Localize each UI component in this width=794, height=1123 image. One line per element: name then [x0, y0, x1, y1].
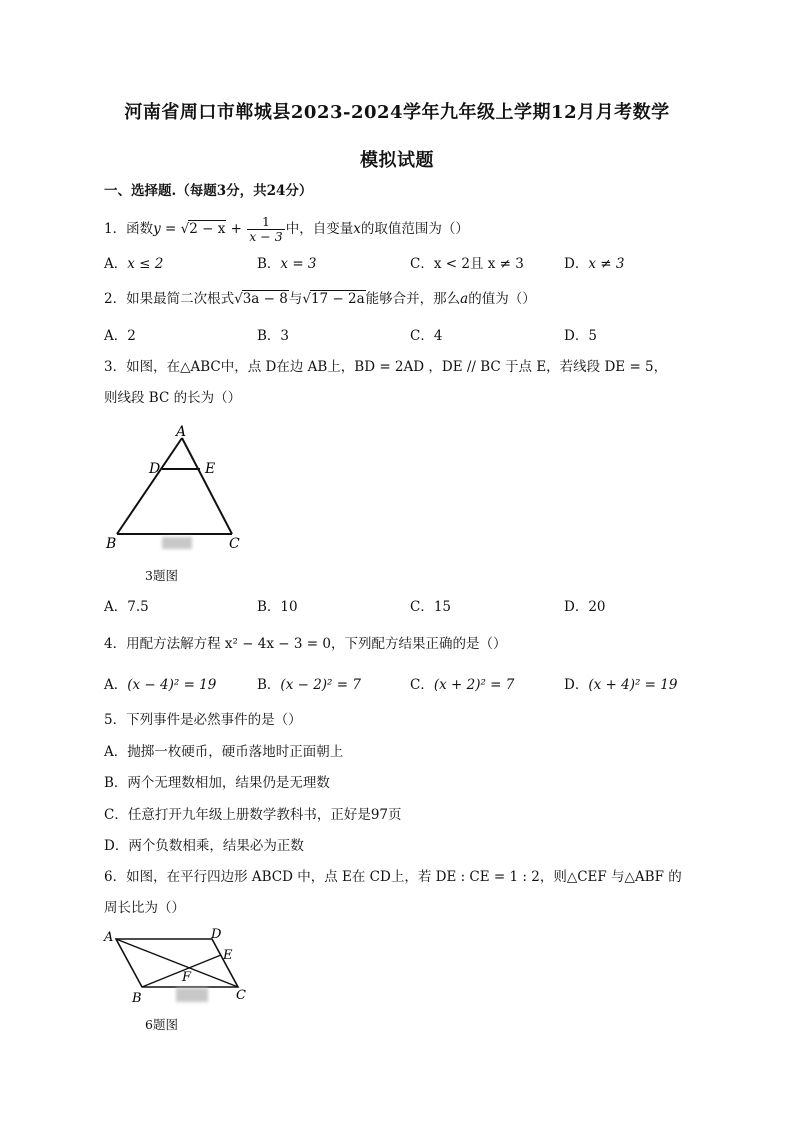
- option-text: (x + 4)² = 19: [588, 677, 678, 693]
- q1-eq: =: [160, 221, 181, 237]
- q5-option-d: [104, 837, 304, 855]
- q1-prefix: 1．函数: [104, 221, 154, 237]
- question-2: [104, 290, 536, 308]
- question-3-line1: 3．如图，在△ABC中，点 D在边 AB上，BD = 2AD ，DE // BC 于点 E，若线段 DE = 5，: [104, 359, 668, 375]
- label-b: B: [132, 991, 142, 1006]
- label-c: C: [229, 536, 240, 552]
- option-label: C．: [410, 677, 434, 693]
- q2-option-a: [104, 327, 136, 345]
- q2-suffix2: 的值为（）: [468, 291, 536, 307]
- page-subtitle: 模拟试题: [360, 150, 434, 171]
- label-c: C: [236, 988, 246, 1003]
- q2-sqrt-1: √3a − 8: [234, 291, 288, 307]
- q3-option-d: [564, 598, 606, 616]
- option-label: C．: [410, 599, 434, 615]
- option-text: 抛掷一枚硬币，硬币落地时正面朝上: [127, 744, 344, 760]
- label-f: F: [182, 970, 192, 985]
- option-label: D．: [104, 838, 129, 854]
- q2-prefix: 2．如果最简二次根式: [104, 291, 235, 307]
- option-text: 4: [433, 328, 443, 344]
- q2-mid: 与: [288, 291, 303, 307]
- q5-option-a: [104, 743, 343, 761]
- option-label: B．: [104, 775, 128, 791]
- q1-sqrt: √2 − x: [180, 221, 226, 237]
- option-text: 任意打开九年级上册数学教科书，正好是97页: [127, 807, 402, 823]
- q2-option-d: [564, 327, 597, 345]
- option-label: B．: [257, 256, 281, 272]
- section-heading: 一、选择题.（每题3分，共24分）: [104, 183, 313, 199]
- edge-ac: [182, 438, 232, 534]
- option-text: x ≠ 3: [588, 256, 625, 272]
- option-text: 7.5: [127, 599, 149, 615]
- q1-option-a: [104, 255, 163, 273]
- option-text: 3: [280, 328, 290, 344]
- option-label: A．: [104, 744, 128, 760]
- option-text: (x − 2)² = 7: [280, 677, 361, 693]
- option-text: 15: [433, 599, 452, 615]
- option-label: A．: [104, 256, 128, 272]
- q1-y: y: [153, 221, 161, 237]
- option-label: D．: [564, 677, 589, 693]
- q3-option-b: [257, 598, 298, 616]
- q1-option-c: [410, 255, 524, 273]
- q1-option-d: [564, 255, 624, 273]
- q1-suffix: 中，自变量: [285, 221, 354, 237]
- q3-caption: 3题图: [145, 568, 178, 583]
- option-label: B．: [257, 677, 281, 693]
- label-d: D: [211, 927, 222, 942]
- q2-suffix: 能够合并，那么: [365, 291, 461, 307]
- option-label: D．: [564, 599, 589, 615]
- q4-option-a: [104, 676, 216, 694]
- q2-radicand-1: 3a − 8: [242, 291, 288, 307]
- option-label: D．: [564, 328, 589, 344]
- q1-var: x: [353, 221, 361, 237]
- question-3-line2: 则线段 BC 的长为（）: [104, 390, 242, 406]
- edge-ab: [117, 438, 182, 534]
- q4-option-d: [564, 676, 677, 694]
- q5-option-b: [104, 774, 330, 792]
- question-6-line1: 6．如图，在平行四边形 ABCD 中，点 E在 CD上，若 DE : CE = 1 : 2，则△CEF 与△ABF 的: [104, 869, 682, 885]
- option-text: (x − 4)² = 19: [127, 677, 217, 693]
- option-text: 20: [588, 599, 606, 615]
- page-title: 河南省周口市郸城县2023-2024学年九年级上学期12月月考数学: [124, 102, 670, 123]
- q6-caption: 6题图: [145, 1017, 178, 1032]
- option-text: 10: [280, 599, 298, 615]
- q1-option-b: [257, 255, 317, 273]
- watermark-blur: [162, 537, 192, 549]
- option-text: (x + 2)² = 7: [433, 677, 515, 693]
- option-label: C．: [410, 256, 434, 272]
- q2-option-c: [410, 327, 442, 345]
- q3-option-a: [104, 598, 149, 616]
- q2-sqrt-2: √17 − 2a: [302, 291, 365, 307]
- option-label: B．: [257, 599, 281, 615]
- question-4: 4．用配方法解方程 x² − 4x − 3 = 0，下列配方结果正确的是（）: [104, 636, 507, 652]
- q2-option-b: [257, 327, 289, 345]
- option-label: A．: [104, 599, 128, 615]
- watermark-blur: [176, 988, 208, 1002]
- q1-plus: +: [226, 221, 247, 237]
- option-text: 5: [588, 328, 597, 344]
- option-label: A．: [104, 677, 128, 693]
- option-label: C．: [410, 328, 434, 344]
- q2-var: a: [460, 291, 469, 307]
- option-text: x ≤ 2: [127, 256, 164, 272]
- label-a: A: [104, 930, 114, 945]
- label-e: E: [205, 461, 216, 477]
- option-label: C．: [104, 807, 128, 823]
- label-a: A: [176, 424, 187, 440]
- label-d: D: [149, 461, 161, 477]
- option-text: x = 3: [280, 256, 317, 272]
- diagonal-ac: [116, 939, 238, 987]
- option-text: 两个无理数相加，结果仍是无理数: [127, 775, 330, 791]
- option-text: 2: [127, 328, 136, 344]
- q1-fraction: [247, 215, 284, 244]
- q4-option-c: [410, 676, 514, 694]
- option-label: D．: [564, 256, 589, 272]
- q1-frac-den: x − 3: [249, 229, 283, 244]
- q2-radicand-2: 17 − 2a: [310, 291, 365, 307]
- option-text: x < 2且 x ≠ 3: [433, 256, 524, 272]
- option-text: 两个负数相乘，结果必为正数: [128, 838, 304, 854]
- option-label: B．: [257, 328, 281, 344]
- q1-frac-num: 1: [247, 215, 284, 230]
- q5-option-c: [104, 806, 402, 824]
- question-6-line2: 周长比为（）: [104, 900, 185, 916]
- option-label: A．: [104, 328, 128, 344]
- label-b: B: [106, 536, 117, 552]
- q1-sqrt-radicand: 2 − x: [189, 221, 226, 237]
- q4-option-b: [257, 676, 361, 694]
- q1-suffix2: 的取值范围为（）: [360, 221, 469, 237]
- q3-option-c: [410, 598, 451, 616]
- q3-triangle-figure: [100, 420, 250, 555]
- question-1: [104, 215, 469, 244]
- question-5: 5．下列事件是必然事件的是（）: [104, 712, 302, 728]
- label-e: E: [223, 948, 233, 963]
